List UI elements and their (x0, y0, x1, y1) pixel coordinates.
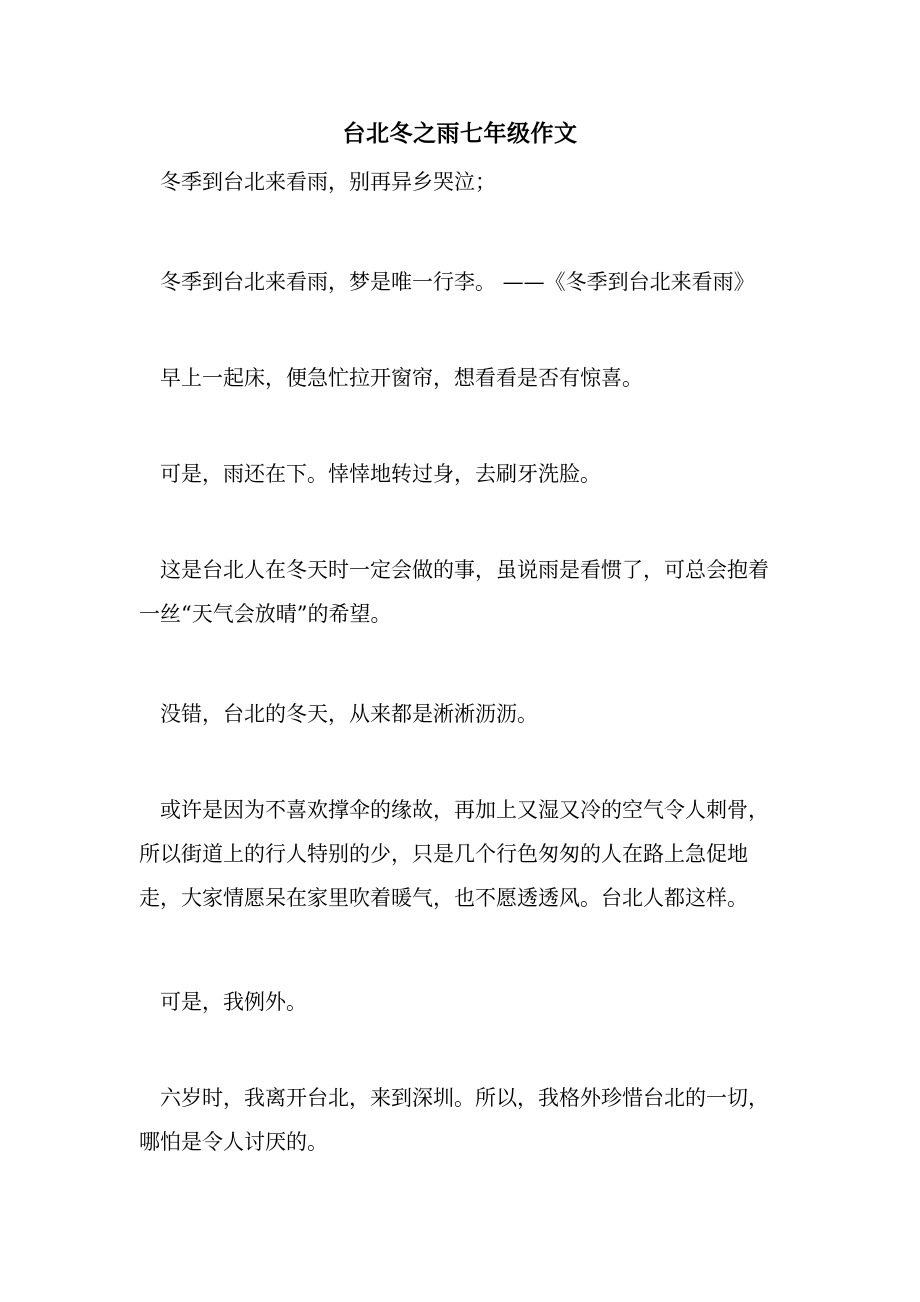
paragraph (139, 160, 789, 204)
paragraph-text: 早上一起床，便急忙拉开窗帘，想看看是否有惊喜。 (160, 366, 643, 390)
paragraph-text: 或许是因为不喜欢撑伞的缘故，再加上又湿又冷的空气令人刺骨，所以街道上的行人特别的少，只是几个行色匆匆的人在路上急促地走，大家情愿呆在家里吹着暖气，也不愿透透风。台北人都这样。 (139, 798, 769, 910)
paragraph (139, 1076, 789, 1164)
paragraph-text: 冬季到台北来看雨，梦是唯一行李。 ——《冬季到台北来看雨》 (160, 270, 755, 294)
paragraph (139, 980, 789, 1024)
paragraph-text: 冬季到台北来看雨，别再异乡哭泣； (160, 170, 496, 194)
paragraph (139, 692, 789, 736)
paragraph-text: 这是台北人在冬天时一定会做的事，虽说雨是看惯了，可总会抱着一丝“天气会放晴”的希望。 (139, 558, 769, 626)
paragraph-text: 可是，雨还在下。悻悻地转过身，去刷牙洗脸。 (160, 462, 601, 486)
paragraph (139, 548, 789, 636)
paragraph-text: 可是，我例外。 (160, 990, 307, 1014)
paragraph-text: 六岁时，我离开台北，来到深圳。所以，我格外珍惜台北的一切，哪怕是令人讨厌的。 (139, 1086, 769, 1154)
paragraph (139, 788, 789, 920)
paragraph-text: 没错，台北的冬天，从来都是淅淅沥沥。 (160, 702, 538, 726)
page-title: 台北冬之雨七年级作文 (342, 120, 578, 147)
paragraph (139, 260, 789, 304)
paragraph (139, 452, 789, 496)
paragraph (139, 356, 789, 400)
